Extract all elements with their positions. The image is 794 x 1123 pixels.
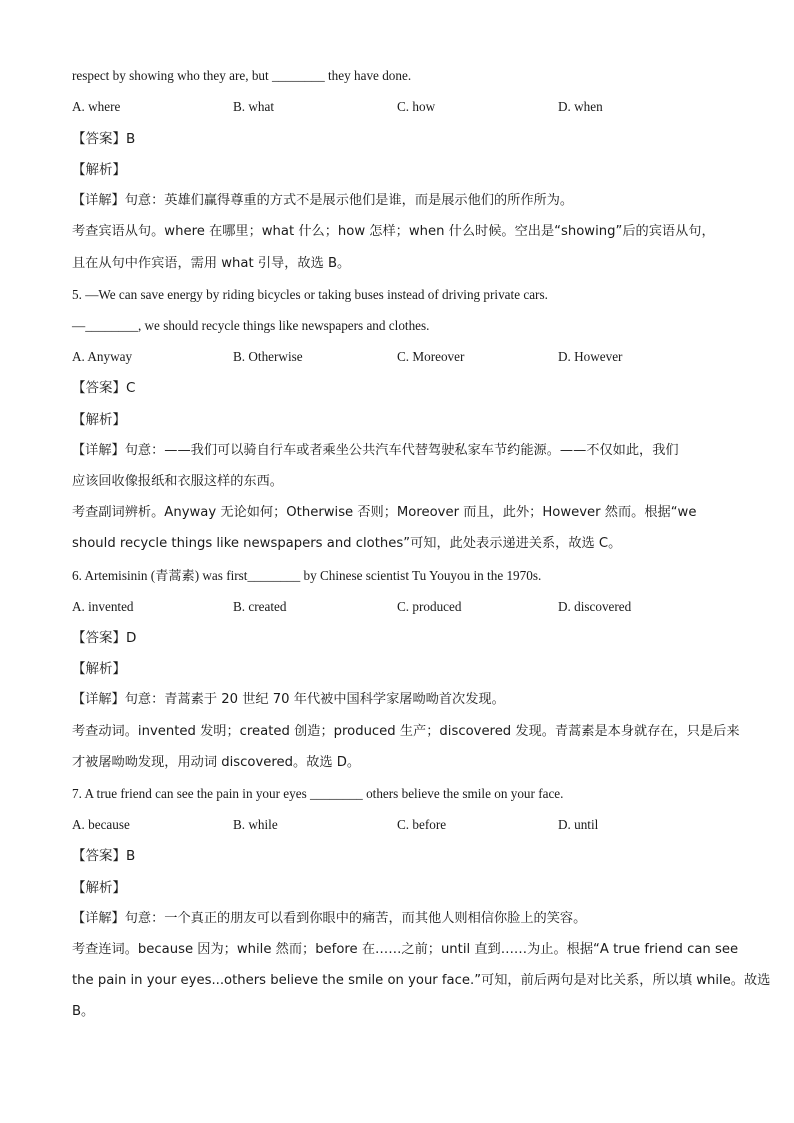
q6-explanation-line-1: 考查动词。invented 发明；created 创造；produced 生产；discovered 发现。青蒿素是本身就存在，只是后来 [72, 724, 740, 739]
q7-option-a: A. because [72, 817, 130, 832]
q5-detail-line-2: 应该回收像报纸和衣服这样的东西。 [72, 474, 283, 489]
q4-option-b: B. what [233, 99, 275, 114]
q4-option-c: C. how [397, 99, 436, 114]
q6-detail: 【详解】句意：青蒿素于 20 世纪 70 年代被中国科学家屠呦呦首次发现。 [72, 692, 505, 707]
q6-analysis-heading: 【解析】 [72, 661, 126, 677]
q6-option-c: C. produced [397, 599, 462, 614]
q6-option-d: D. discovered [558, 599, 632, 614]
q5-analysis-heading: 【解析】 [72, 412, 126, 428]
q4-detail: 【详解】句意：英雄们赢得尊重的方式不是展示他们是谁，而是展示他们的所作所为。 [72, 193, 574, 208]
q7-option-d: D. until [558, 817, 599, 832]
q4-option-d: D. when [558, 99, 603, 114]
q5-option-d: D. However [558, 349, 623, 364]
q7-explanation-line-2: the pain in your eyes...others believe the smile on your face.”可知，前后两句是对比关系，所以填 while。故选 [72, 973, 771, 988]
q4-answer: 【答案】B [72, 131, 136, 147]
q5-answer: 【答案】C [72, 380, 136, 396]
q5-option-a: A. Anyway [72, 349, 133, 364]
q5-explanation-line-1: 考查副词辨析。Anyway 无论如何；Otherwise 否则；Moreover 而且，此外；However 然而。根据“we [72, 505, 697, 520]
q7-option-c: C. before [397, 817, 447, 832]
q7-option-b: B. while [233, 817, 278, 832]
q7-analysis-heading: 【解析】 [72, 880, 126, 896]
q5-detail-line-1: 【详解】句意：——我们可以骑自行车或者乘坐公共汽车代替驾驶私家车节约能源。——不仅如此，我们 [72, 443, 679, 458]
q7-answer: 【答案】B [72, 848, 136, 864]
q4-explanation-line-1: 考查宾语从句。where 在哪里；what 什么；how 怎样；when 什么时候。空出是“showing”后的宾语从句， [72, 224, 715, 239]
q6-explanation-line-2: 才被屠呦呦发现，用动词 discovered。故选 D。 [72, 755, 361, 770]
q7-explanation-line-3: B。 [72, 1004, 95, 1019]
q4-option-a: A. where [72, 99, 121, 114]
q7-explanation-line-1: 考查连词。because 因为；while 然而；before 在……之前；until 直到……为止。根据“A true friend can see [72, 942, 739, 957]
q5-option-c: C. Moreover [397, 349, 465, 364]
q6-option-b: B. created [233, 599, 287, 614]
q7-stem: 7. A true friend can see the pain in your eyes ________ others believe the smile on your face. [72, 786, 564, 801]
q6-stem: 6. Artemisinin (青蒿素) was first________ by Chinese scientist Tu Youyou in the 1970s. [72, 568, 542, 583]
q4-analysis-heading: 【解析】 [72, 162, 126, 178]
q5-stem-line-1: 5. —We can save energy by riding bicycles or taking buses instead of driving private cars. [72, 287, 548, 302]
q5-explanation-line-2: should recycle things like newspapers and clothes”可知，此处表示递进关系，故选 C。 [72, 536, 622, 551]
q4-stem-tail: respect by showing who they are, but ________ they have done. [72, 68, 412, 83]
q5-stem-line-2: —________, we should recycle things like newspapers and clothes. [72, 318, 430, 333]
q4-explanation-line-2: 且在从句中作宾语，需用 what 引导，故选 B。 [72, 256, 351, 271]
q6-option-a: A. invented [72, 599, 134, 614]
q7-detail: 【详解】句意：一个真正的朋友可以看到你眼中的痛苦，而其他人则相信你脸上的笑容。 [72, 911, 587, 926]
q5-option-b: B. Otherwise [233, 349, 303, 364]
q6-answer: 【答案】D [72, 630, 137, 646]
